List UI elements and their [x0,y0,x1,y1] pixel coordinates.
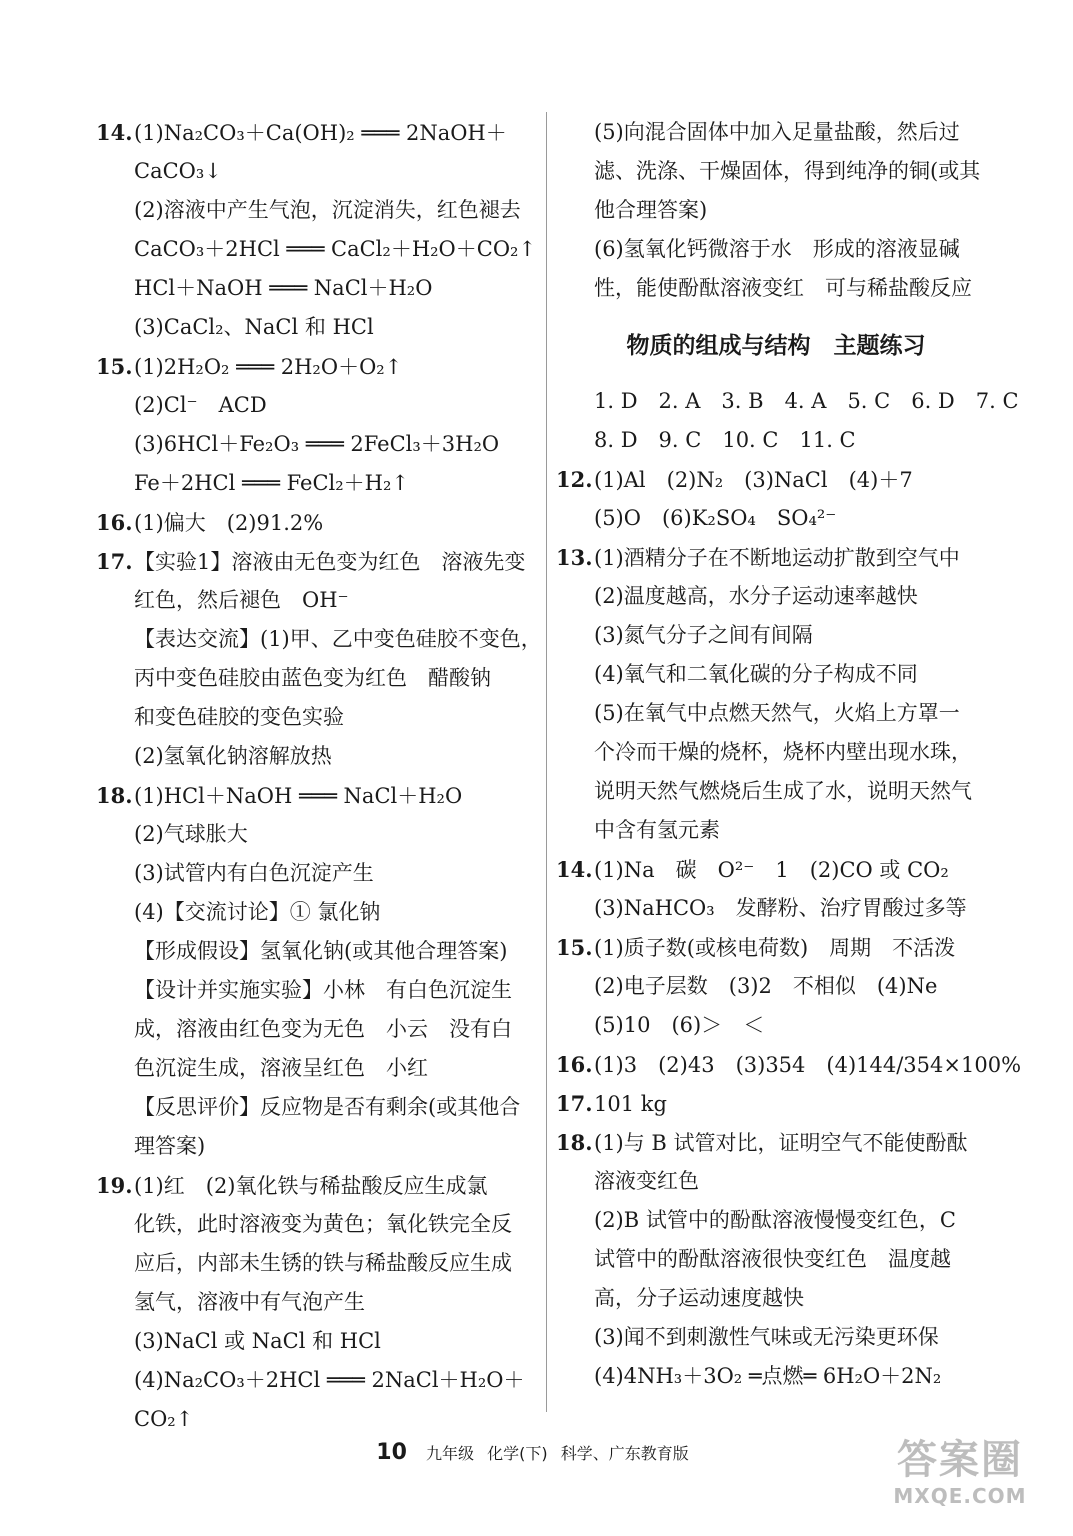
answer-line [96,1244,536,1283]
answer-text: (1)HCl＋NaOH ═══ NaCl＋H₂O [134,784,463,808]
answer-text: (2)溶液中产生气泡，沉淀消失，红色褪去 [134,198,521,222]
footer-edition: 科学、广东教育版 [560,1444,689,1463]
answer-text: (6)氢氧化钙微溶于水 形成的溶液显碱 [594,237,960,261]
answer-text: CaCO₃＋2HCl ═══ CaCl₂＋H₂O＋CO₂↑ [134,237,537,261]
answer-line [96,854,536,893]
question-number: 19. [96,1173,133,1198]
answer-text: 色沉淀生成，溶液呈红色 小红 [134,1056,428,1080]
answer-text: 个冷而干燥的烧杯，烧杯内壁出现水珠， [594,740,972,764]
answer-text: 8. D 9. C 10. C 11. C [594,428,856,452]
answer-line [556,1162,996,1201]
right-top-answers [556,113,996,308]
answer-text: 101 kg [594,1092,667,1116]
answer-line [96,308,536,347]
answer-line [556,928,996,967]
answer-text: (3)闻不到刺激性气味或无污染更环保 [594,1325,939,1349]
answer-text: (1)酒精分子在不断地运动扩散到空气中 [594,546,960,570]
answer-line [556,113,996,152]
answer-line [96,815,536,854]
answer-line [96,893,536,932]
answer-line [96,1205,536,1244]
answer-text: (5)向混合固体中加入足量盐酸，然后过 [594,120,960,144]
answer-text: 高，分子运动速度越快 [594,1286,804,1310]
answer-text: 试管中的酚酞溶液很快变红色 温度越 [594,1247,951,1271]
answer-text: (1)红 (2)氧化铁与稀盐酸反应生成氯 [134,1174,488,1198]
question-number: 17. [96,549,133,574]
answer-text: 成，溶液由红色变为无色 小云 没有白 [134,1017,512,1041]
answer-line [96,1010,536,1049]
answer-text: 说明天然气燃烧后生成了水，说明天然气 [594,779,972,803]
answer-line [556,577,996,616]
answer-text: (1)Al (2)N₂ (3)NaCl (4)＋7 [594,468,913,492]
answer-line [556,967,996,1006]
answer-text: 【表达交流】(1)甲、乙中变色硅胶不变色， [134,627,542,651]
answer-text: (3)CaCl₂、NaCl 和 HCl [134,315,374,339]
footer-subject: 化学(下) [487,1444,548,1463]
answer-text: (4)Na₂CO₃＋2HCl ═══ 2NaCl＋H₂O＋ [134,1368,525,1392]
answer-line [556,421,996,460]
answer-line [556,269,996,308]
section-heading: 物质的组成与结构 主题练习 [626,333,926,359]
answer-text: 他合理答案) [594,198,708,222]
answer-text: 理答案) [134,1134,206,1158]
answer-text: 滤、洗涤、干燥固体，得到纯净的铜(或其 [594,159,981,183]
answer-text: 【设计并实施实验】小林 有白色沉淀生 [134,978,512,1002]
question-number: 13. [556,545,593,570]
answer-text: Fe＋2HCl ═══ FeCl₂＋H₂↑ [134,471,409,495]
answer-line [96,1361,536,1400]
answer-line [96,581,536,620]
answer-line [556,1045,1022,1084]
answer-line [556,1201,996,1240]
answer-line [556,772,996,811]
question-number: 14. [96,120,133,145]
answer-line [96,1400,536,1439]
answer-text: (5)O (6)K₂SO₄ SO₄²⁻ [594,506,837,530]
answer-text: HCl＋NaOH ═══ NaCl＋H₂O [134,276,433,300]
answer-line [556,1084,996,1123]
answer-text: 化铁，此时溶液变为黄色；氧化铁完全反 [134,1212,512,1236]
watermark-url: MXQE.COM [893,1484,1027,1508]
answer-text: 性，能使酚酞溶液变红 可与稀盐酸反应 [594,276,972,300]
answer-text: (1)偏大 (2)91.2% [134,511,324,535]
answer-line [96,659,536,698]
question-number: 17. [556,1091,593,1116]
answer-text: (5)在氧气中点燃天然气，火焰上方罩一 [594,701,960,725]
column-divider [546,112,547,1412]
answer-text: (3)6HCl＋Fe₂O₃ ═══ 2FeCl₃＋3H₂O [134,432,500,456]
answer-line [96,347,536,386]
answer-text: 【实验1】溶液由无色变为红色 溶液先变 [134,550,526,574]
answer-text: 中含有氢元素 [594,818,720,842]
watermark-logo [875,1436,1045,1516]
right-bottom-answers [556,382,1022,1396]
answer-text: 丙中变色硅胶由蓝色变为红色 醋酸钠 [134,666,491,690]
question-number: 14. [556,857,593,882]
answer-line [556,733,996,772]
question-number: 16. [556,1052,593,1077]
question-number: 12. [556,467,593,492]
answer-text: 【反思评价】反应物是否有剩余(或其他合 [134,1095,521,1119]
answer-line [556,230,996,269]
answer-line [96,191,536,230]
answer-text: (5)10 (6)＞ ＜ [594,1013,765,1037]
answer-line [96,1283,536,1322]
answer-line [556,1318,996,1357]
answer-line [556,655,996,694]
answer-text: (3)NaCl 或 NaCl 和 HCl [134,1329,381,1353]
answer-text: (1)2H₂O₂ ═══ 2H₂O＋O₂↑ [134,355,403,379]
answer-text: (2)电子层数 (3)2 不相似 (4)Ne [594,974,938,998]
answer-line [96,1049,536,1088]
answer-text: (1)3 (2)43 (3)354 (4)144/354×100% [594,1053,1022,1077]
question-number: 15. [96,354,133,379]
answer-text: (2)Cl⁻ ACD [134,393,267,417]
answer-line [556,850,996,889]
answer-line [96,464,536,503]
answer-line [556,1279,996,1318]
watermark-text: 答案圈 [897,1437,1023,1483]
answer-line [556,460,996,499]
answer-text: CaCO₃↓ [134,159,222,183]
answer-line [96,113,536,152]
answer-line [96,1088,536,1127]
answer-text: (1)Na₂CO₃＋Ca(OH)₂ ═══ 2NaOH＋ [134,121,507,145]
answer-text: 1. D 2. A 3. B 4. A 5. C 6. D 7. C [594,389,1019,413]
answer-text: (4)4NH₃＋3O₂ ═点燃═ 6H₂O＋2N₂ [594,1364,942,1388]
answer-line [96,737,536,776]
answer-text: 和变色硅胶的变色实验 [134,705,344,729]
answer-line [96,503,536,542]
question-number: 18. [96,783,133,808]
question-number: 15. [556,935,593,960]
answer-line [96,932,536,971]
answer-line [96,386,536,425]
answer-line [556,538,996,577]
answer-text: (3)试管内有白色沉淀产生 [134,861,374,885]
question-number: 18. [556,1130,593,1155]
page-number: 10 [376,1440,407,1465]
answer-text: CO₂↑ [134,1407,194,1431]
answer-line [556,1123,996,1162]
answer-line [556,694,996,733]
answer-text: (2)温度越高，水分子运动速率越快 [594,584,918,608]
answer-text: (3)NaHCO₃ 发酵粉、治疗胃酸过多等 [594,896,967,920]
answer-line [96,425,536,464]
answer-line [556,889,996,928]
answer-line [96,542,536,581]
answer-line [96,269,536,308]
answer-text: (4)氧气和二氧化碳的分子构成不同 [594,662,918,686]
answer-line [556,191,996,230]
answer-line [556,616,996,655]
answer-line [96,1322,536,1361]
answer-text: 红色，然后褪色 OH⁻ [134,588,349,612]
answer-line [556,152,996,191]
answer-text: (2)氢氧化钠溶解放热 [134,744,332,768]
answer-text: (1)Na 碳 O²⁻ 1 (2)CO 或 CO₂ [594,858,949,882]
answer-line [96,776,536,815]
answer-line [96,152,536,191]
answer-line [96,1166,536,1205]
answer-text: 【形成假设】氢氧化钠(或其他合理答案) [134,939,508,963]
answer-text: (3)氮气分子之间有间隔 [594,623,813,647]
answer-line [96,698,536,737]
answer-line [556,1006,996,1045]
answer-line [556,499,996,538]
answer-text: (4)【交流讨论】① 氯化钠 [134,900,381,924]
right-column [556,113,1022,1396]
answer-text: 溶液变红色 [594,1169,699,1193]
answer-line [96,230,536,269]
answer-line [556,811,996,850]
answer-line [556,1357,996,1396]
answer-line [96,620,542,659]
footer-grade: 九年级 [426,1444,475,1463]
answer-text: (1)与 B 试管对比，证明空气不能使酚酞 [594,1131,968,1155]
left-column [96,113,542,1439]
answer-text: (2)气球胀大 [134,822,248,846]
answer-text: (1)质子数(或核电荷数) 周期 不活泼 [594,936,956,960]
answer-line [556,1240,996,1279]
answer-line [96,1127,536,1166]
answer-line [556,382,1019,421]
answer-text: (2)B 试管中的酚酞溶液慢慢变红色，C [594,1208,956,1232]
answer-line [96,971,536,1010]
answer-text: 氢气，溶液中有气泡产生 [134,1290,365,1314]
question-number: 16. [96,510,133,535]
answer-text: 应后，内部未生锈的铁与稀盐酸反应生成 [134,1251,512,1275]
